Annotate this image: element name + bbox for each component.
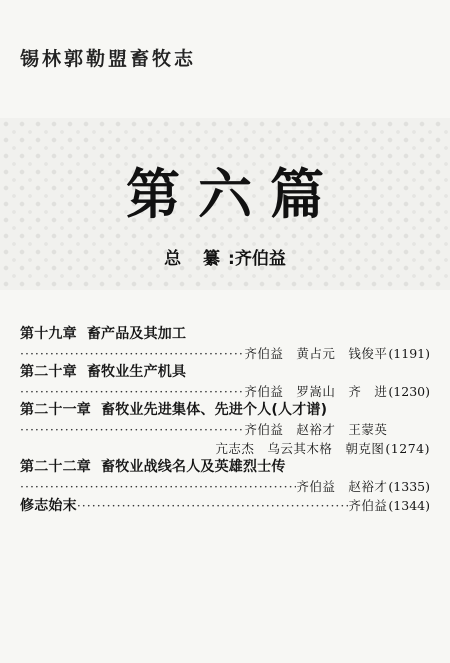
page-number: (1335) — [388, 479, 430, 494]
dot-leader — [77, 496, 349, 515]
book-title: 锡林郭勒盟畜牧志 — [20, 48, 197, 70]
page-number: (1274) — [385, 441, 430, 456]
chapter-number: 第二十一章 — [20, 402, 91, 418]
chief-editor-label: 总 纂 — [164, 249, 229, 269]
chapter-authors-line — [20, 477, 430, 496]
chapter-heading — [20, 363, 430, 382]
dot-leader — [20, 420, 244, 439]
chapter-authors-continued — [20, 439, 430, 458]
page-number: (1191) — [388, 346, 430, 361]
chapter-authors-line — [20, 344, 430, 363]
chapter-title: 畜牧业生产机具 — [86, 364, 187, 380]
chapter-number: 第十九章 — [20, 326, 77, 342]
table-of-contents — [20, 325, 430, 516]
chapter-authors-line — [20, 382, 430, 401]
part-title: 第六篇 — [126, 162, 342, 226]
chapter-authors: 齐伯益 罗嵩山 齐 进 — [244, 384, 388, 399]
page-number: (1230) — [388, 384, 430, 399]
chapter-title: 畜牧业先进集体、先进个人(人才谱) — [101, 402, 328, 418]
chapter-authors: 齐伯益 — [348, 498, 388, 513]
toc-entry-afterword[interactable] — [20, 496, 430, 516]
dot-leader — [20, 344, 244, 363]
chapter-number: 第二十二章 — [20, 459, 91, 475]
chapter-authors: 齐伯益 赵裕才 — [296, 479, 388, 494]
dot-leader — [20, 477, 296, 496]
chapter-heading — [20, 458, 430, 477]
afterword-title: 修志始末 — [20, 498, 77, 514]
toc-entry-chapter-22[interactable] — [20, 458, 430, 496]
chapter-title: 畜产品及其加工 — [86, 326, 187, 342]
page-number: (1344) — [388, 498, 430, 513]
chapter-authors: 亢志杰 乌云其木格 朝克图 — [215, 441, 385, 456]
chapter-heading — [20, 325, 430, 344]
chapter-heading — [20, 401, 430, 420]
chapter-authors: 齐伯益 黄占元 钱俊平 — [244, 346, 388, 361]
toc-entry-chapter-19[interactable] — [20, 325, 430, 363]
chief-editor-name: :齐伯益 — [228, 249, 286, 269]
chapter-authors-line — [20, 420, 430, 439]
dot-leader — [20, 382, 244, 401]
toc-entry-chapter-20[interactable] — [20, 363, 430, 401]
chief-editor-line — [0, 244, 450, 269]
chapter-number: 第二十章 — [20, 364, 77, 380]
chapter-title: 畜牧业战线名人及英雄烈士传 — [101, 459, 286, 475]
chapter-authors: 齐伯益 赵裕才 王蒙英 — [244, 422, 388, 437]
toc-entry-chapter-21[interactable] — [20, 401, 430, 458]
